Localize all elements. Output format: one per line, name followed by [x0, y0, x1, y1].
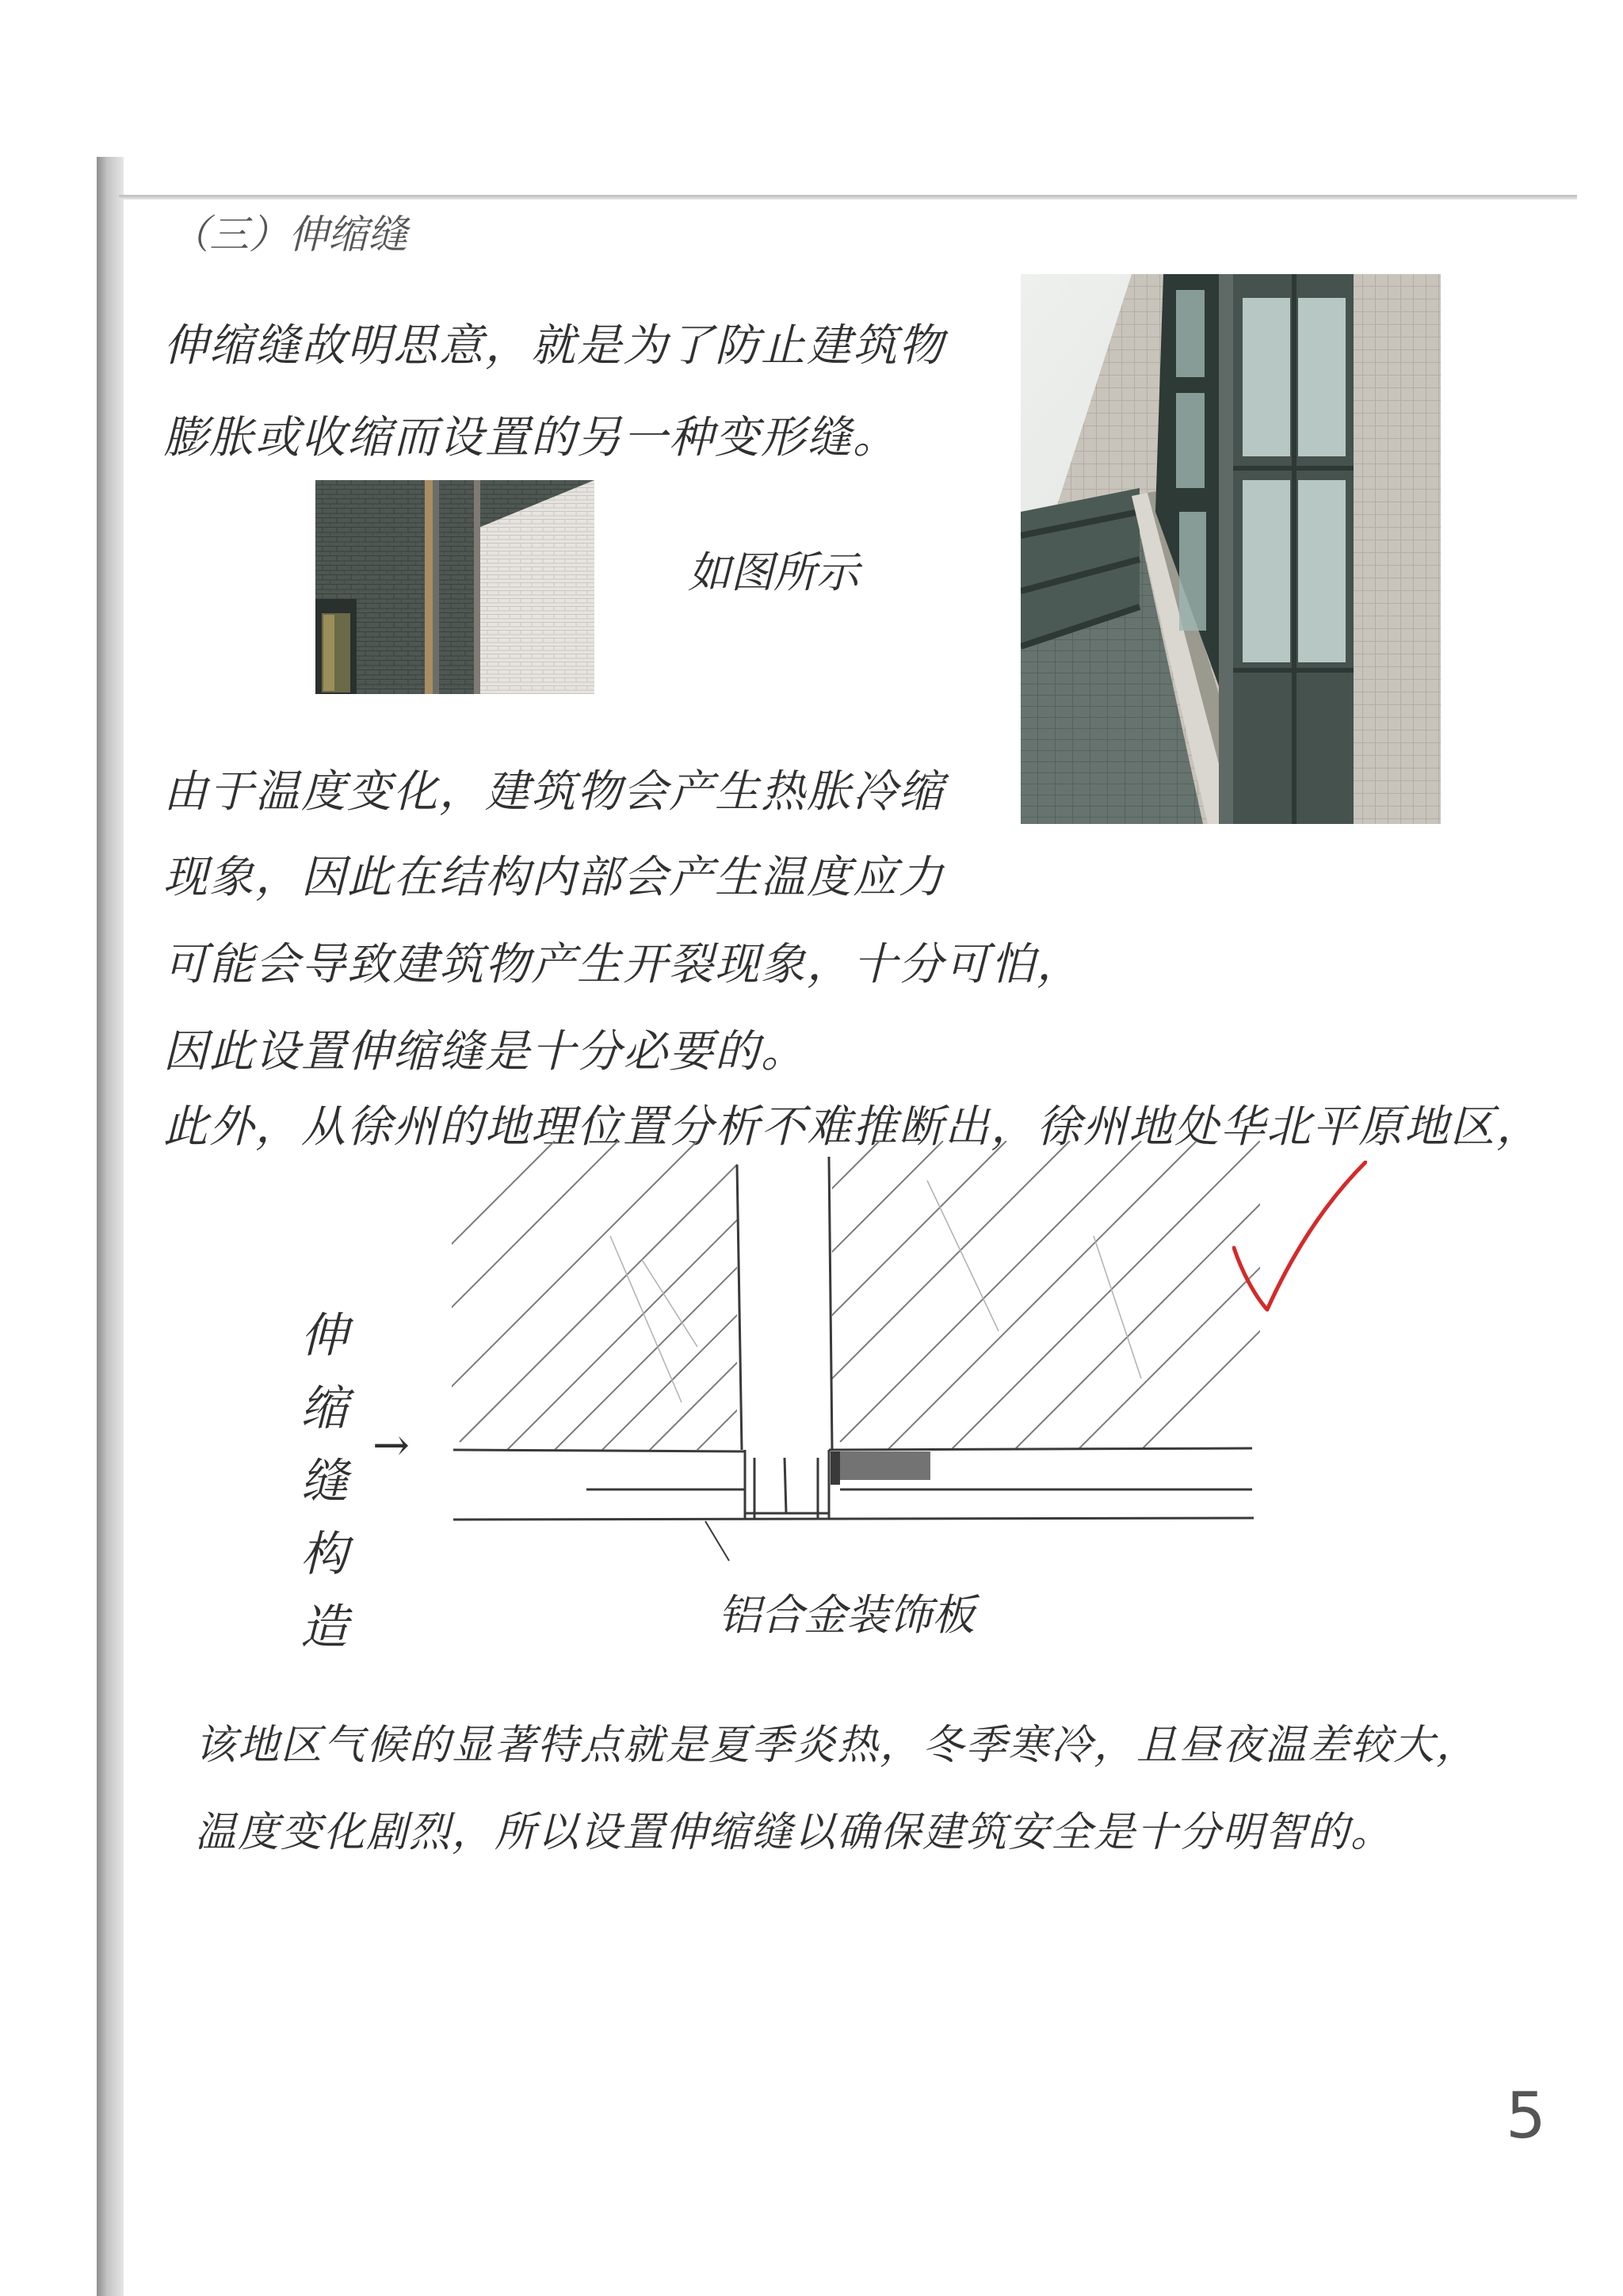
diagram-bottom-label: 铝合金装饰板: [718, 1590, 975, 1640]
paragraph-line-1: 由于温度变化，建筑物会产生热胀冷缩: [163, 766, 945, 818]
check-mark-icon: [1232, 1161, 1367, 1315]
section-title: （三）伸缩缝: [170, 212, 407, 257]
photo-caption: 如图所示: [688, 547, 859, 597]
paragraph-line-3: 可能会导致建筑物产生开裂现象，十分可怕，: [163, 939, 1083, 990]
diagram-side-label: 伸缩缝构造: [300, 1308, 348, 1655]
page-number: 5: [1506, 2079, 1546, 2153]
paragraph-line-2: 现象，因此在结构内部会产生温度应力: [163, 852, 945, 903]
expansion-joint-photo-small: [315, 480, 594, 694]
binding-spine: [97, 157, 124, 2296]
paragraph-line-4: 因此设置伸缩缝是十分必要的。: [163, 1026, 807, 1077]
intro-line-2: 膨胀或收缩而设置的另一种变形缝。: [163, 412, 899, 463]
top-rule-line: [119, 195, 1577, 200]
closing-line-1: 该地区气候的显著特点就是夏季炎热，冬季寒冷，且昼夜温差较大，: [195, 1722, 1480, 1769]
paragraph-line-5: 此外，从徐州的地理位置分析不难推断出，徐州地处华北平原地区，: [163, 1101, 1542, 1153]
closing-line-2: 温度变化剧烈，所以设置伸缩缝以确保建筑安全是十分明智的。: [195, 1809, 1394, 1856]
intro-line-1: 伸缩缝故明思意，就是为了防止建筑物: [163, 320, 945, 372]
arrow-icon: →: [372, 1420, 410, 1471]
expansion-joint-diagram: [444, 1141, 1284, 1585]
expansion-joint-photo-large: [1021, 274, 1441, 824]
